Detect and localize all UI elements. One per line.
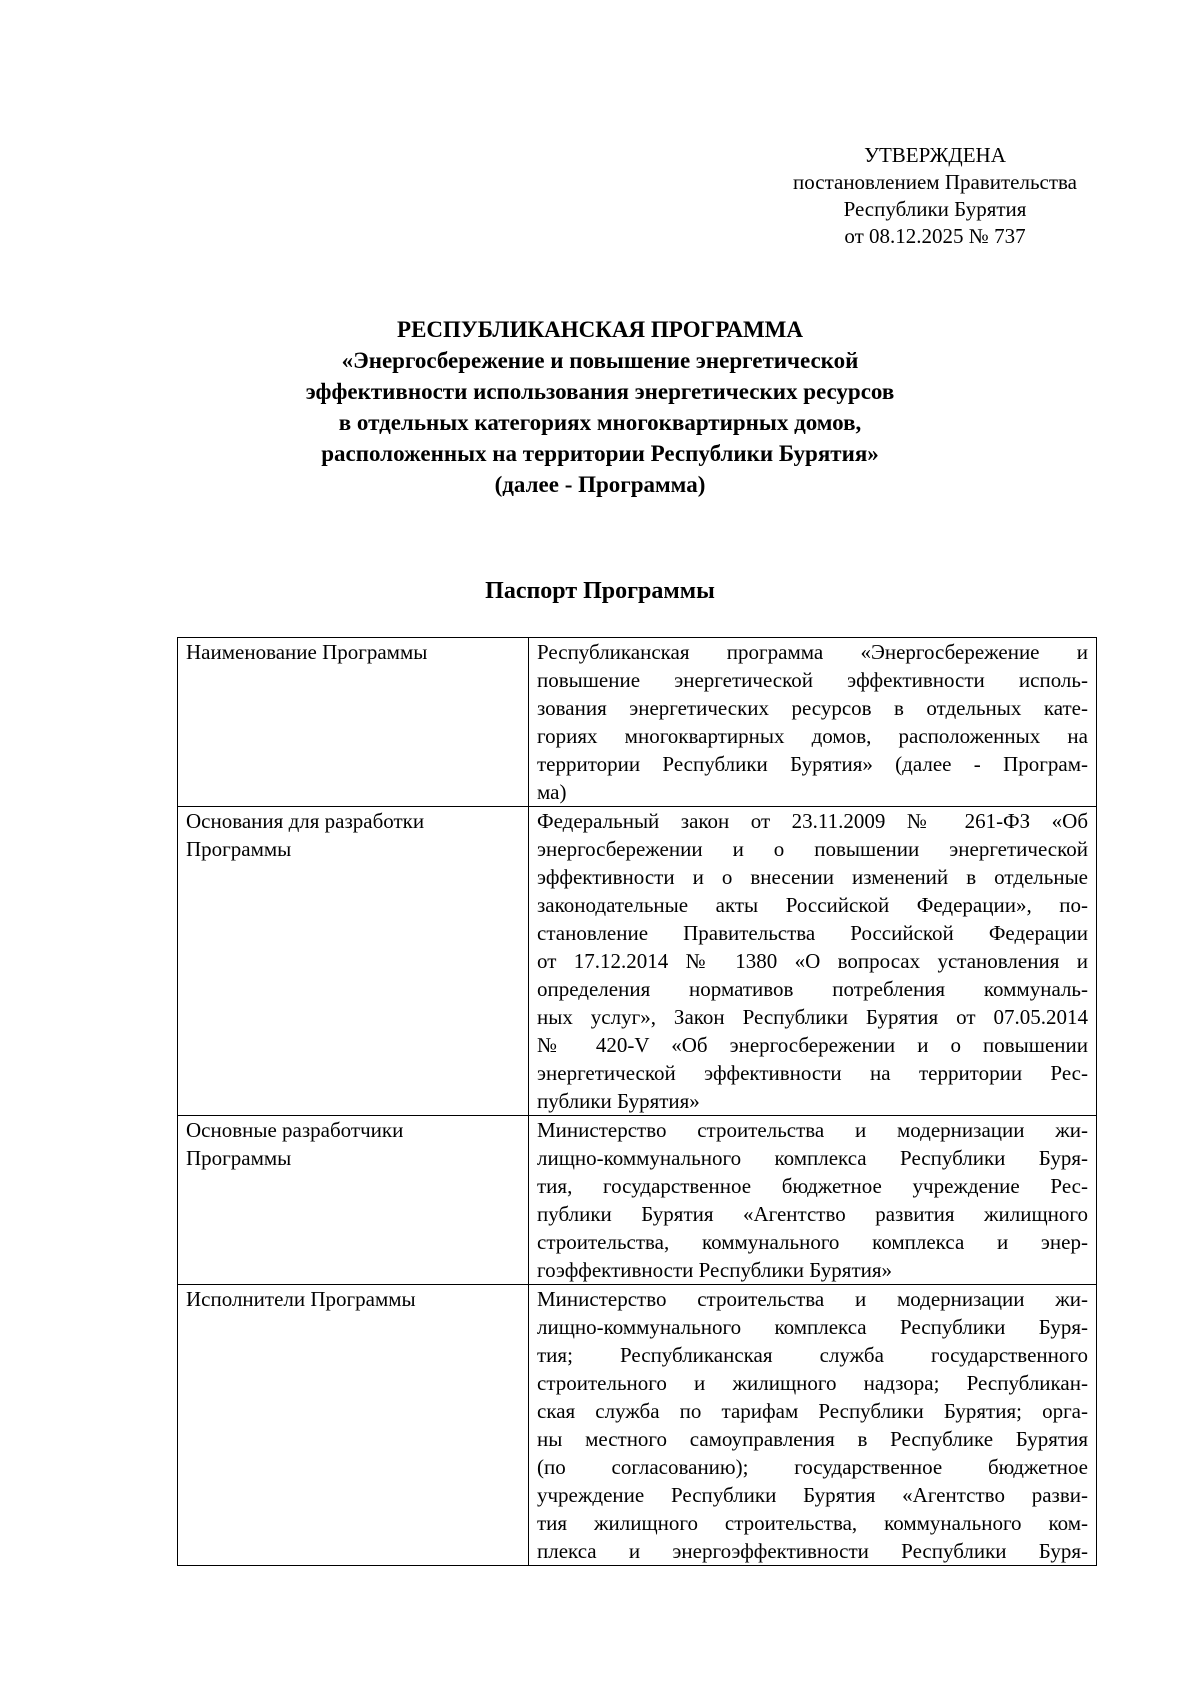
row-value-line: тия жилищного строительства, коммунального ком- <box>537 1511 1088 1535</box>
row-value-line: тия, государственное бюджетное учреждение Рес- <box>537 1174 1088 1198</box>
passport-title: Паспорт Программы <box>485 578 715 604</box>
row-value-cell <box>529 1285 1097 1566</box>
row-value-line: энергетической эффективности на территории Рес- <box>537 1061 1088 1085</box>
row-value-line: Республиканская программа «Энергосбережение и <box>537 640 1088 664</box>
row-name-cell <box>178 1285 529 1566</box>
title-line: РЕСПУБЛИКАНСКАЯ ПРОГРАММА <box>397 317 803 342</box>
row-value-line: зования энергетических ресурсов в отдельных кате- <box>537 696 1088 720</box>
title-line: расположенных на территории Республики Бурятия» <box>321 441 879 466</box>
title-line: эффективности использования энергетических ресурсов <box>305 379 895 404</box>
row-value-cell <box>529 807 1097 1116</box>
row-value-line: плекса и энергоэффективности Республики Буря- <box>537 1539 1088 1563</box>
row-value-cell <box>529 638 1097 807</box>
row-value-line: гоэффективности Республики Бурятия» <box>537 1258 893 1282</box>
row-value-line: повышение энергетической эффективности исполь- <box>537 668 1088 692</box>
row-value-line: (по согласованию); государственное бюджетное <box>537 1455 1088 1479</box>
table-row <box>178 1285 1097 1566</box>
row-value-line: учреждение Республики Бурятия «Агентство разви- <box>537 1483 1088 1507</box>
row-value-line: ных услуг», Закон Республики Бурятия от 07.05.2014 <box>537 1005 1088 1029</box>
row-name-line: Исполнители Программы <box>186 1287 416 1311</box>
row-name-cell <box>178 638 529 807</box>
row-value-line: энергосбережении и о повышении энергетической <box>537 837 1088 861</box>
row-name-cell <box>178 807 529 1116</box>
row-name-line: Программы <box>186 1146 292 1170</box>
title-line: в отдельных категориях многоквартирных домов, <box>338 410 862 435</box>
row-value-line: определения нормативов потребления коммуналь- <box>537 977 1088 1001</box>
title-line: (далее - Программа) <box>494 472 706 497</box>
table-row <box>178 1116 1097 1285</box>
row-value-line: становление Правительства Российской Федерации <box>537 921 1088 945</box>
row-value-line: Министерство строительства и модернизации жи- <box>537 1118 1088 1142</box>
row-value-line: от 17.12.2014 № 1380 «О вопросах установления и <box>537 949 1088 973</box>
row-value-line: № 420-V «Об энергосбережении и о повышении <box>537 1033 1088 1057</box>
approval-line: УТВЕРЖДЕНА <box>864 143 1006 167</box>
approval-line: Республики Бурятия <box>843 197 1027 221</box>
row-value-line: публики Бурятия «Агентство развития жилищного <box>537 1202 1088 1226</box>
title-line: «Энергосбережение и повышение энергетической <box>341 348 859 373</box>
program-title <box>150 314 1050 500</box>
passport-table <box>177 637 1097 1566</box>
row-value-line: Федеральный закон от 23.11.2009 № 261-ФЗ «Об <box>537 809 1088 833</box>
row-name-line: Программы <box>186 837 292 861</box>
approval-block <box>730 142 1140 250</box>
approval-line: постановлением Правительства <box>792 170 1077 194</box>
row-value-cell <box>529 1116 1097 1285</box>
table-row <box>178 638 1097 807</box>
row-value-line: ны местного самоуправления в Республике Бурятия <box>537 1427 1088 1451</box>
row-value-line: ская служба по тарифам Республики Бурятия; орга- <box>537 1399 1088 1423</box>
row-value-line: гориях многоквартирных домов, расположенных на <box>537 724 1088 748</box>
row-value-line: строительного и жилищного надзора; Республикан- <box>537 1371 1088 1395</box>
row-name-cell <box>178 1116 529 1285</box>
row-name-line: Основные разработчики <box>186 1118 404 1142</box>
row-name-line: Наименование Программы <box>186 640 428 664</box>
row-value-line: эффективности и о внесении изменений в отдельные <box>537 865 1088 889</box>
row-value-line: ма) <box>537 780 567 804</box>
row-value-line: законодательные акты Российской Федерации», по- <box>537 893 1088 917</box>
row-value-line: публики Бурятия» <box>537 1089 700 1113</box>
row-value-line: лищно-коммунального комплекса Республики Буря- <box>537 1146 1088 1170</box>
row-name-line: Основания для разработки <box>186 809 425 833</box>
row-value-line: территории Республики Бурятия» (далее - Програм- <box>537 752 1088 776</box>
table-row <box>178 807 1097 1116</box>
row-value-line: строительства, коммунального комплекса и энер- <box>537 1230 1088 1254</box>
row-value-line: лищно-коммунального комплекса Республики Буря- <box>537 1315 1088 1339</box>
row-value-line: тия; Республиканская служба государственного <box>537 1343 1088 1367</box>
approval-line: от 08.12.2025 № 737 <box>844 224 1026 248</box>
row-value-line: Министерство строительства и модернизации жи- <box>537 1287 1088 1311</box>
